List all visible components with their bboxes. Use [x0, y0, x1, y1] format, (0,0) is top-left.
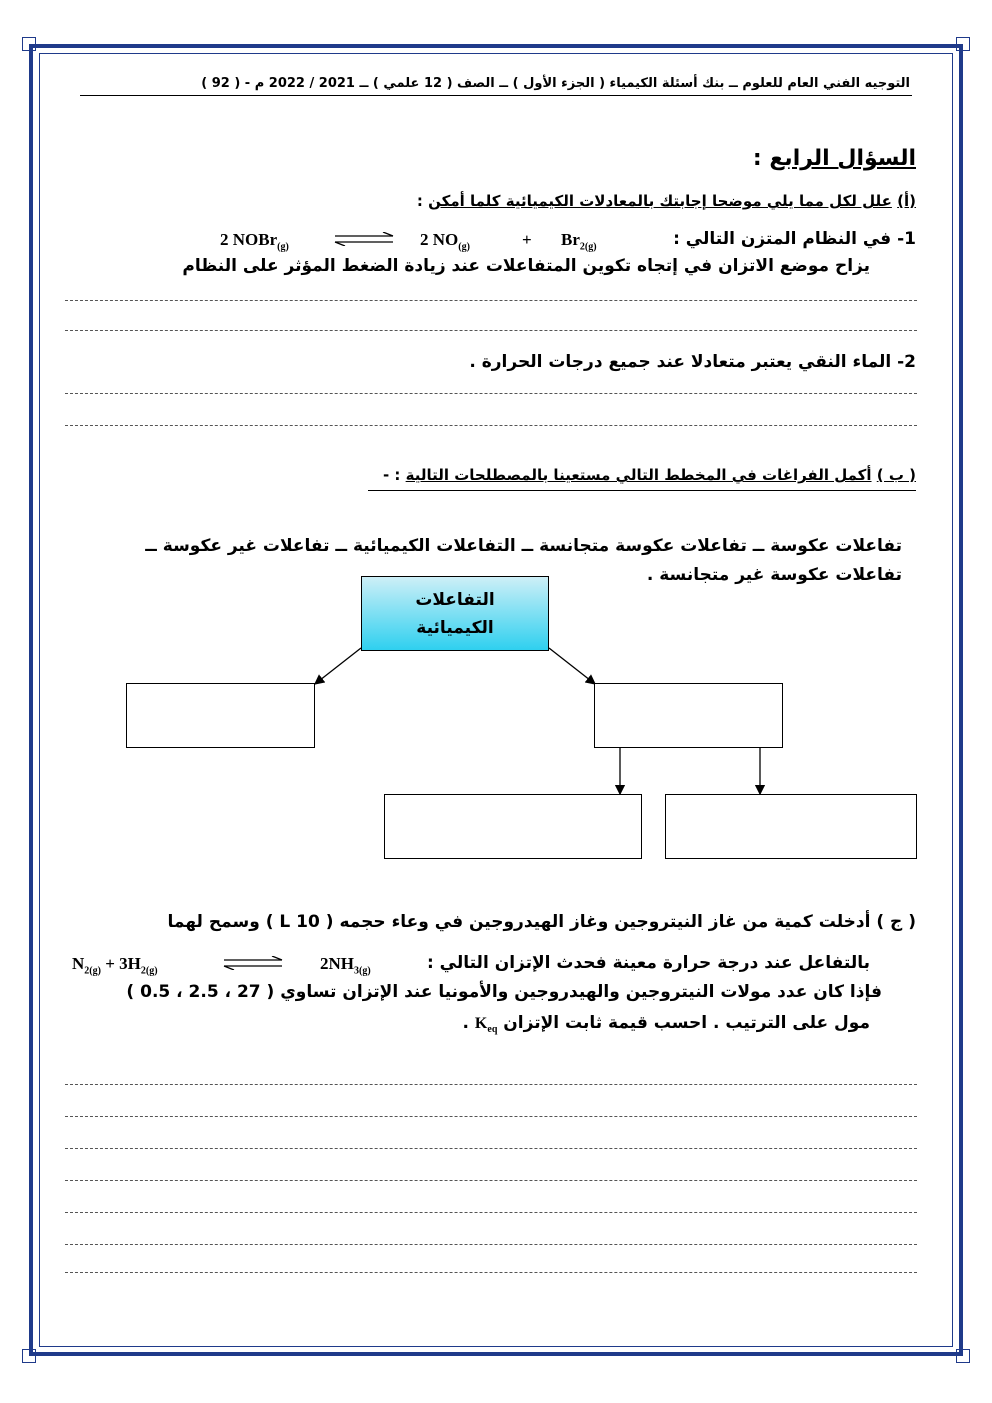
eq1-reactant: 2 NOBr [220, 230, 278, 249]
part-a-item1-intro: 1- في النظام المتزن التالي : [673, 229, 916, 249]
part-a-item1-text: يزاح موضع الاتزان في إتجاه تكوين المتفاعلات عند زيادة الضغط المؤثر على النظام [182, 256, 870, 276]
eq2-r2-sub: 2(g) [140, 965, 158, 977]
eq1-reactant-state: (g) [277, 241, 289, 253]
diagram-blank-box-left[interactable] [126, 683, 315, 748]
part-b-instruction: أكمل الفراغات في المخطط التالي مستعينا بالمصطلحات التالية [405, 466, 872, 484]
diagram-blank-box-right[interactable] [594, 683, 783, 748]
part-c-line4 [463, 1013, 870, 1035]
part-c-line1 [168, 912, 916, 932]
part-b-terms-line1: تفاعلات عكوسة ــ تفاعلات عكوسة متجانسة ــ التفاعلات الكيميائية ــ تفاعلات غير عكوسة ــ [145, 536, 902, 556]
part-c-line4-end: . [462, 1013, 469, 1033]
diagram-root-line2: الكيميائية [416, 617, 494, 638]
eq2-plus: + 3H [105, 954, 141, 973]
equation-haber [72, 954, 158, 976]
answer-line [65, 1116, 917, 1117]
part-b-label: ( ب ) [876, 466, 916, 484]
answer-line [65, 1212, 917, 1213]
diagram-blank-box-bottom-left[interactable] [384, 794, 642, 859]
keq-sub: eq [487, 1024, 498, 1036]
part-c-label: ( ج ) [876, 912, 916, 932]
eq1-product1-state: (g) [458, 241, 470, 253]
part-c-line3: فإذا كان عدد مولات النيتروجين والهيدروجين والأمونيا عند الإتزان تساوي ( 27 ، 2.5 ، 0.5 ) [126, 982, 882, 1002]
part-c-line2: بالتفاعل عند درجة حرارة معينة فحدث الإتزان التالي : [426, 953, 870, 973]
equation-nh3 [320, 954, 371, 976]
answer-line [65, 1244, 917, 1245]
part-a-colon: : [416, 192, 423, 210]
part-c-line1-text: أدخلت كمية من غاز النيتروجين وغاز الهيدروجين في وعاء حجمه ( 10 L ) وسمح لهما [167, 912, 871, 932]
answer-line [65, 1180, 917, 1181]
eq2-p1: 2NH [320, 954, 354, 973]
eq1-product2: Br [561, 230, 580, 249]
eq1-plus: + [522, 230, 532, 249]
answer-line [65, 1148, 917, 1149]
part-a-item2-text: 2- الماء النقي يعتبر متعادلا عند جميع درجات الحرارة . [469, 352, 916, 372]
connector-arrow-right [549, 648, 595, 684]
part-b-terms-line2: تفاعلات عكوسة غير متجانسة . [646, 565, 902, 585]
page-header: التوجيه الفني العام للعلوم ــ بنك أسئلة الكيمياء ( الجزء الأول ) ــ الصف ( 12 علمي ) ــ 2021 / 2022 م - ( 92 ) [201, 76, 910, 91]
equilibrium-arrow-icon [222, 956, 286, 970]
keq-symbol [474, 1015, 498, 1036]
answer-line [65, 1272, 917, 1273]
diagram-root-line1: التفاعلات [415, 589, 495, 610]
part-a-instruction: علل لكل مما يلي موضحا إجابتك بالمعادلات الكيميائية كلما أمكن [428, 192, 892, 210]
part-c-line4-text: مول على الترتيب . احسب قيمة ثابت الإتزان [503, 1013, 870, 1033]
question-title-colon: : [752, 146, 762, 171]
eq1-product2-sub: 2(g) [579, 241, 597, 253]
part-a-label: (أ) [897, 192, 916, 210]
eq1-product1: 2 NO [420, 230, 459, 249]
eq2-r1: N [72, 954, 85, 973]
answer-line [65, 1084, 917, 1085]
keq-k: K [474, 1015, 488, 1032]
eq2-r1-sub: 2(g) [84, 965, 101, 977]
part-b-suffix: : - [382, 466, 401, 484]
connector-arrow-left [315, 648, 361, 684]
diagram-blank-box-bottom-right[interactable] [665, 794, 917, 859]
eq2-p1-sub: 3(g) [354, 965, 371, 977]
question-title-text: السؤال الرابع [769, 146, 916, 171]
